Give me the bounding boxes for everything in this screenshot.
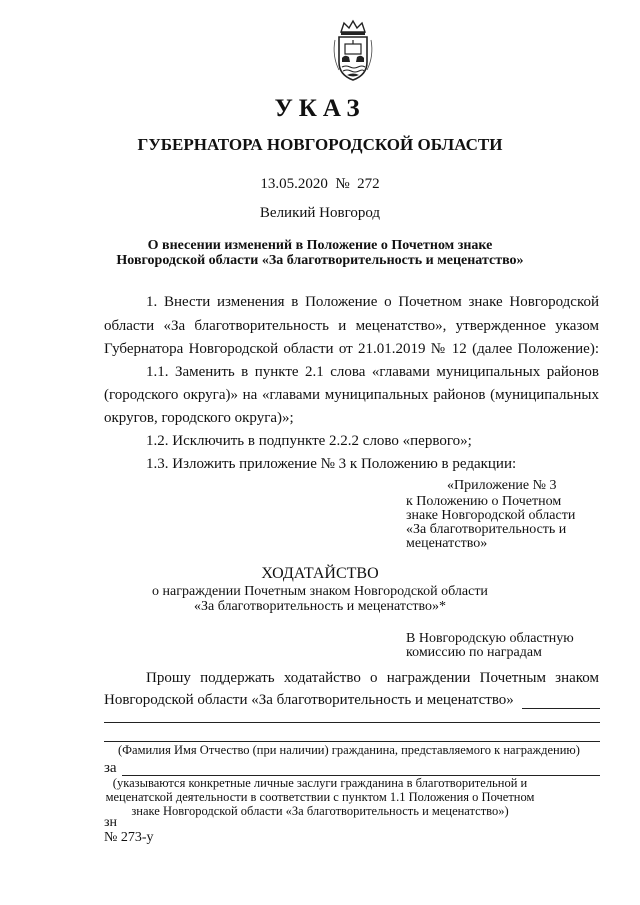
issuer-title: ГУБЕРНАТОРА НОВГОРОДСКОЙ ОБЛАСТИ — [137, 135, 503, 154]
paragraph-1-1-line-2: (городского округа)» на «главами муниципальных районов (муниципальных — [104, 387, 599, 403]
appendix-title: «Приложение № 3 — [447, 478, 557, 493]
fill-line-1 — [104, 722, 600, 723]
paragraph-1-1-line-3: округов, городского округа)»; — [104, 410, 294, 426]
appendix-line-2: знаке Новгородской области — [406, 508, 576, 523]
fill-line-after-text — [522, 708, 600, 709]
addressee-line-2: комиссию по наградам — [406, 645, 542, 660]
paragraph-1-line-2: области «За благотворительность и меценатство», утвержденное указом — [104, 318, 599, 334]
appendix-line-4: меценатство» — [406, 536, 488, 551]
subject-line-2: Новгородской области «За благотворительность и меценатство» — [116, 253, 524, 268]
footer-initials: зн — [104, 815, 118, 830]
petition-subtitle-line-1: о награждении Почетным знаком Новгородской области — [152, 584, 488, 599]
petition-subtitle-line-2: «За благотворительность и меценатство»* — [193, 599, 447, 614]
appendix-reference — [406, 495, 575, 551]
city-name: Великий Новгород — [259, 205, 381, 221]
petition-text-line-2: Новгородской области «За благотворительность и меценатство» — [104, 692, 514, 708]
paragraph-1-2: 1.2. Исключить в подпункте 2.2.2 слово «первого»; — [146, 433, 472, 449]
za-label: за — [104, 760, 117, 776]
paragraph-1-line-1: 1. Внести изменения в Положение о Почетном знаке Новгородской — [146, 294, 599, 310]
petition-heading: ХОДАТАЙСТВО — [261, 565, 379, 582]
petition-subtitle — [0, 584, 640, 614]
appendix-line-3: «За благотворительность и — [406, 522, 567, 537]
decree-subject — [0, 238, 640, 268]
number-sign: № — [335, 176, 350, 192]
addressee-line-1: В Новгородскую областную — [406, 631, 574, 646]
coat-of-arms-emblem — [327, 18, 379, 84]
caption-name: (Фамилия Имя Отчество (при наличии) гражданина, представляемого к награждению) — [118, 743, 580, 757]
petition-addressee — [406, 632, 574, 660]
registration-number: № 273-у — [104, 830, 154, 845]
petition-text-line-1: Прошу поддержать ходатайство о награждении Почетным знаком — [146, 670, 599, 686]
document-type-title: УКАЗ — [274, 95, 366, 122]
caption-merits-line-3: знаке Новгородской области «За благотворительность и меценатство») — [131, 804, 509, 818]
fill-line-2 — [104, 741, 600, 742]
paragraph-1-1-line-1: 1.1. Заменить в пункте 2.1 слова «главами муниципальных районов — [146, 364, 599, 380]
paragraph-1-line-3: Губернатора Новгородской области от 21.01.2019 № 12 (далее Положение): — [104, 341, 599, 357]
caption-merits-line-1: (указываются конкретные личные заслуги гражданина в благотворительной и — [112, 776, 528, 790]
decree-number: 272 — [357, 176, 380, 192]
date-number-line — [0, 176, 640, 193]
paragraph-1-3: 1.3. Изложить приложение № 3 к Положению в редакции: — [146, 456, 517, 472]
subject-line-1: О внесении изменений в Положение о Почетном знаке — [147, 238, 493, 253]
appendix-line-1: к Положению о Почетном — [406, 494, 562, 509]
caption-merits-line-2: меценатской деятельности в соответствии с пунктом 1.1 Положения о Почетном — [105, 790, 535, 804]
decree-date: 13.05.2020 — [260, 176, 328, 192]
caption-merits — [0, 776, 640, 818]
